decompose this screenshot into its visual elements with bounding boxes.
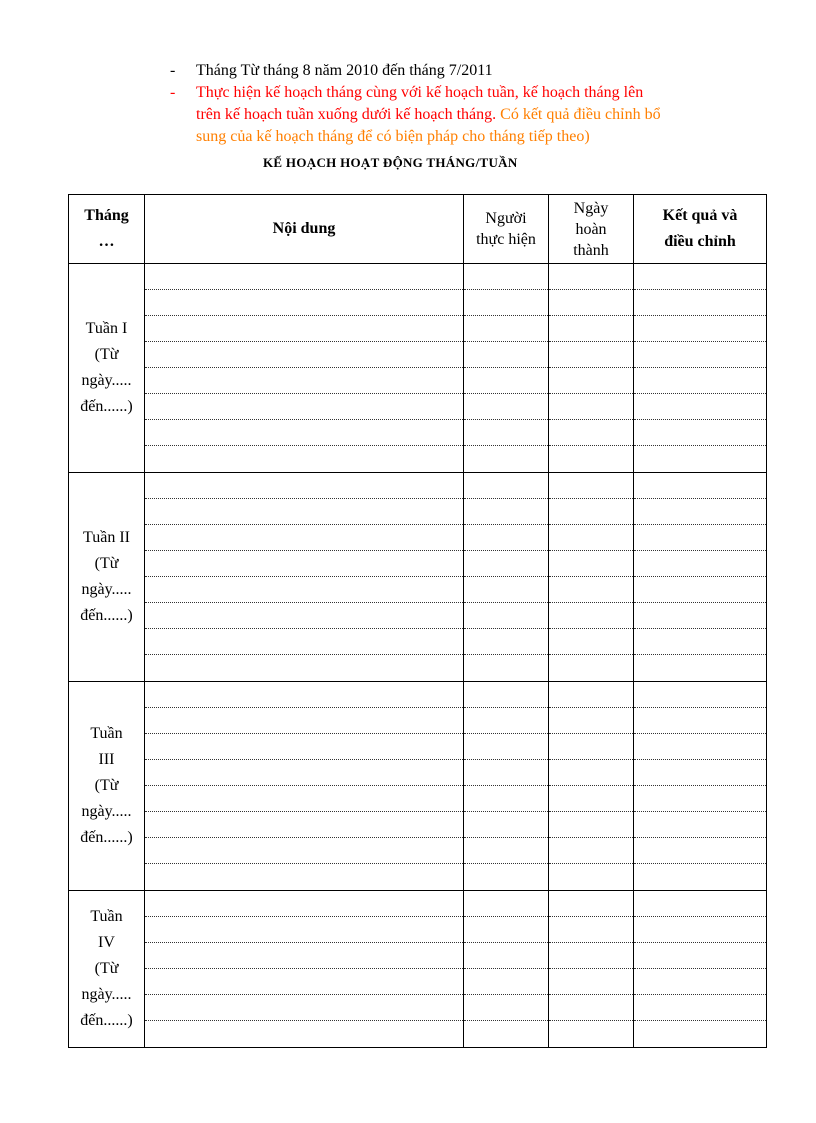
entry-line[interactable] bbox=[145, 786, 463, 812]
entry-line[interactable] bbox=[549, 551, 633, 577]
entry-line[interactable] bbox=[464, 995, 548, 1021]
entry-line[interactable] bbox=[549, 786, 633, 812]
instruction-red-line1: Thực hiện kế hoạch tháng cùng với kế hoạch tuần, kế hoạch tháng lên bbox=[196, 84, 644, 101]
entry-line[interactable] bbox=[145, 655, 463, 681]
week-label-line: III bbox=[98, 751, 115, 768]
entry-line[interactable] bbox=[464, 786, 548, 812]
entry-line[interactable] bbox=[634, 577, 766, 603]
entry-line[interactable] bbox=[634, 838, 766, 864]
plan-table bbox=[68, 194, 767, 1048]
entry-line[interactable] bbox=[145, 1021, 463, 1047]
entry-line[interactable] bbox=[634, 655, 766, 681]
entry-line[interactable] bbox=[464, 264, 548, 290]
entry-line[interactable] bbox=[549, 473, 633, 499]
header-result-line1: Kết quả và bbox=[662, 207, 738, 224]
result-cell[interactable] bbox=[634, 264, 767, 473]
instruction-red-line2: trên kế hoạch tuần xuống dưới kế hoạch tháng. bbox=[196, 106, 497, 123]
time-range-text: Tháng Từ tháng 8 năm 2010 đến tháng 7/2011 bbox=[196, 62, 493, 79]
entry-line[interactable] bbox=[464, 943, 548, 969]
entry-line[interactable] bbox=[145, 316, 463, 342]
entry-line[interactable] bbox=[145, 682, 463, 708]
entry-line[interactable] bbox=[145, 917, 463, 943]
header-result bbox=[634, 195, 767, 264]
instruction-orange-line3: sung của kế hoạch tháng để có biện pháp cho tháng tiếp theo) bbox=[196, 128, 590, 145]
bullet-time-range bbox=[170, 60, 770, 82]
header-date-line3: thành bbox=[573, 241, 609, 259]
week-label-line: (Từ bbox=[94, 555, 119, 572]
entry-line[interactable] bbox=[634, 264, 766, 290]
week-label-line: ngày..... bbox=[81, 986, 132, 1003]
entry-line[interactable] bbox=[464, 603, 548, 629]
completion-date-cell[interactable] bbox=[549, 891, 634, 1048]
entry-line[interactable] bbox=[549, 499, 633, 525]
entry-line[interactable] bbox=[464, 682, 548, 708]
bullet-instruction bbox=[170, 82, 770, 148]
entry-line[interactable] bbox=[145, 290, 463, 316]
entry-line[interactable] bbox=[145, 420, 463, 446]
entry-line[interactable] bbox=[464, 577, 548, 603]
entry-line[interactable] bbox=[634, 812, 766, 838]
entry-line[interactable] bbox=[464, 629, 548, 655]
entry-line[interactable] bbox=[634, 316, 766, 342]
entry-line[interactable] bbox=[145, 838, 463, 864]
entry-line[interactable] bbox=[634, 473, 766, 499]
result-cell[interactable] bbox=[634, 473, 767, 682]
entry-line[interactable] bbox=[145, 499, 463, 525]
entry-line[interactable] bbox=[549, 603, 633, 629]
entry-line[interactable] bbox=[549, 368, 633, 394]
entry-line[interactable] bbox=[464, 760, 548, 786]
entry-line[interactable] bbox=[549, 577, 633, 603]
header-content: Nội dung bbox=[145, 195, 464, 264]
entry-line[interactable] bbox=[464, 708, 548, 734]
entry-line[interactable] bbox=[549, 446, 633, 472]
entry-line[interactable] bbox=[549, 316, 633, 342]
entry-line[interactable] bbox=[549, 969, 633, 995]
week-label bbox=[69, 473, 145, 682]
entry-line[interactable] bbox=[549, 864, 633, 890]
header-date-line2: hoàn bbox=[575, 220, 607, 238]
entry-line[interactable] bbox=[464, 969, 548, 995]
entry-line[interactable] bbox=[549, 943, 633, 969]
entry-line[interactable] bbox=[464, 473, 548, 499]
entry-line[interactable] bbox=[549, 891, 633, 917]
entry-line[interactable] bbox=[634, 290, 766, 316]
entry-line[interactable] bbox=[549, 708, 633, 734]
week-label-line: (Từ bbox=[94, 960, 119, 977]
entry-line[interactable] bbox=[549, 838, 633, 864]
header-month-line2: … bbox=[98, 233, 115, 250]
week-label-line: đến......) bbox=[80, 398, 133, 415]
entry-line[interactable] bbox=[464, 812, 548, 838]
week-label bbox=[69, 682, 145, 891]
entry-line[interactable] bbox=[549, 290, 633, 316]
completion-date-cell[interactable] bbox=[549, 264, 634, 473]
week-label bbox=[69, 891, 145, 1048]
week-label-line: Tuần I bbox=[85, 320, 128, 337]
entry-line[interactable] bbox=[145, 812, 463, 838]
bullet-dash: - bbox=[170, 84, 176, 101]
entry-line[interactable] bbox=[145, 473, 463, 499]
week-label-line: IV bbox=[98, 934, 115, 951]
content-cell[interactable] bbox=[145, 682, 464, 891]
entry-line[interactable] bbox=[464, 891, 548, 917]
entry-line[interactable] bbox=[634, 708, 766, 734]
entry-line[interactable] bbox=[549, 525, 633, 551]
header-person-line2: thực hiện bbox=[476, 231, 536, 248]
content-cell[interactable] bbox=[145, 264, 464, 473]
week-label bbox=[69, 264, 145, 473]
entry-line[interactable] bbox=[464, 917, 548, 943]
entry-line[interactable] bbox=[634, 734, 766, 760]
entry-line[interactable] bbox=[464, 655, 548, 681]
header-result-line2: điều chỉnh bbox=[664, 233, 736, 250]
entry-line[interactable] bbox=[464, 290, 548, 316]
entry-line[interactable] bbox=[145, 760, 463, 786]
instruction-list bbox=[170, 60, 770, 148]
entry-line[interactable] bbox=[464, 551, 548, 577]
entry-line[interactable] bbox=[634, 969, 766, 995]
entry-line[interactable] bbox=[145, 394, 463, 420]
entry-line[interactable] bbox=[464, 734, 548, 760]
week-label-line: ngày..... bbox=[81, 803, 132, 820]
entry-line[interactable] bbox=[145, 734, 463, 760]
entry-line[interactable] bbox=[634, 760, 766, 786]
header-completion-date bbox=[549, 195, 634, 264]
table-header-row bbox=[69, 195, 767, 264]
entry-line[interactable] bbox=[549, 1021, 633, 1047]
entry-line[interactable] bbox=[464, 420, 548, 446]
entry-line[interactable] bbox=[549, 760, 633, 786]
entry-line[interactable] bbox=[145, 551, 463, 577]
entry-line[interactable] bbox=[464, 1021, 548, 1047]
entry-line[interactable] bbox=[634, 342, 766, 368]
entry-line[interactable] bbox=[634, 603, 766, 629]
week-row bbox=[69, 682, 767, 891]
entry-line[interactable] bbox=[464, 446, 548, 472]
entry-line[interactable] bbox=[549, 420, 633, 446]
entry-line[interactable] bbox=[145, 577, 463, 603]
entry-line[interactable] bbox=[634, 917, 766, 943]
header-person-line1: Người bbox=[485, 210, 527, 227]
entry-line[interactable] bbox=[464, 342, 548, 368]
week-label-line: ngày..... bbox=[81, 581, 132, 598]
entry-line[interactable] bbox=[145, 368, 463, 394]
entry-line[interactable] bbox=[634, 499, 766, 525]
plan-title: KẾ HOẠCH HOẠT ĐỘNG THÁNG/TUẦN bbox=[263, 155, 518, 170]
entry-line[interactable] bbox=[549, 264, 633, 290]
completion-date-cell[interactable] bbox=[549, 682, 634, 891]
entry-line[interactable] bbox=[634, 629, 766, 655]
week-label-line: đến......) bbox=[80, 829, 133, 846]
result-cell[interactable] bbox=[634, 891, 767, 1048]
entry-line[interactable] bbox=[634, 446, 766, 472]
entry-line[interactable] bbox=[634, 943, 766, 969]
entry-line[interactable] bbox=[634, 995, 766, 1021]
week-label-line: Tuần bbox=[90, 908, 123, 925]
entry-line[interactable] bbox=[145, 995, 463, 1021]
content-cell[interactable] bbox=[145, 891, 464, 1048]
content-cell[interactable] bbox=[145, 473, 464, 682]
header-month bbox=[69, 195, 145, 264]
entry-line[interactable] bbox=[464, 368, 548, 394]
entry-line[interactable] bbox=[145, 708, 463, 734]
entry-line[interactable] bbox=[145, 943, 463, 969]
entry-line[interactable] bbox=[145, 264, 463, 290]
result-cell[interactable] bbox=[634, 682, 767, 891]
bullet-dash: - bbox=[170, 62, 176, 79]
entry-line[interactable] bbox=[145, 864, 463, 890]
entry-line[interactable] bbox=[145, 342, 463, 368]
entry-line[interactable] bbox=[145, 525, 463, 551]
person-cell[interactable] bbox=[464, 473, 549, 682]
week-label-line: đến......) bbox=[80, 1012, 133, 1029]
entry-line[interactable] bbox=[634, 420, 766, 446]
entry-line[interactable] bbox=[549, 342, 633, 368]
entry-line[interactable] bbox=[145, 969, 463, 995]
person-cell[interactable] bbox=[464, 891, 549, 1048]
header-month-line1: Tháng bbox=[84, 207, 129, 224]
entry-line[interactable] bbox=[634, 891, 766, 917]
entry-line[interactable] bbox=[145, 629, 463, 655]
person-cell[interactable] bbox=[464, 264, 549, 473]
week-label-line: (Từ bbox=[94, 346, 119, 363]
completion-date-cell[interactable] bbox=[549, 473, 634, 682]
entry-line[interactable] bbox=[549, 629, 633, 655]
entry-line[interactable] bbox=[464, 525, 548, 551]
entry-line[interactable] bbox=[634, 368, 766, 394]
person-cell[interactable] bbox=[464, 682, 549, 891]
entry-line[interactable] bbox=[145, 603, 463, 629]
entry-line[interactable] bbox=[634, 786, 766, 812]
entry-line[interactable] bbox=[549, 734, 633, 760]
week-row bbox=[69, 264, 767, 473]
entry-line[interactable] bbox=[464, 499, 548, 525]
entry-line[interactable] bbox=[634, 394, 766, 420]
entry-line[interactable] bbox=[549, 682, 633, 708]
entry-line[interactable] bbox=[634, 864, 766, 890]
week-label-line: (Từ bbox=[94, 777, 119, 794]
entry-line[interactable] bbox=[464, 316, 548, 342]
week-label-line: đến......) bbox=[80, 607, 133, 624]
header-date-line1: Ngày bbox=[573, 199, 609, 217]
entry-line[interactable] bbox=[464, 394, 548, 420]
week-label-line: Tuần bbox=[90, 725, 123, 742]
entry-line[interactable] bbox=[549, 655, 633, 681]
entry-line[interactable] bbox=[549, 995, 633, 1021]
entry-line[interactable] bbox=[464, 838, 548, 864]
week-row bbox=[69, 891, 767, 1048]
entry-line[interactable] bbox=[634, 525, 766, 551]
entry-line[interactable] bbox=[549, 917, 633, 943]
entry-line[interactable] bbox=[549, 812, 633, 838]
instruction-orange-line2: Có kết quả điều chỉnh bổ bbox=[496, 106, 661, 123]
header-person bbox=[464, 195, 549, 264]
entry-line[interactable] bbox=[145, 891, 463, 917]
entry-line[interactable] bbox=[549, 394, 633, 420]
entry-line[interactable] bbox=[145, 446, 463, 472]
entry-line[interactable] bbox=[634, 551, 766, 577]
week-label-line: ngày..... bbox=[81, 372, 132, 389]
entry-line[interactable] bbox=[464, 864, 548, 890]
entry-line[interactable] bbox=[634, 682, 766, 708]
entry-line[interactable] bbox=[634, 1021, 766, 1047]
week-label-line: Tuần II bbox=[83, 529, 130, 546]
week-row bbox=[69, 473, 767, 682]
